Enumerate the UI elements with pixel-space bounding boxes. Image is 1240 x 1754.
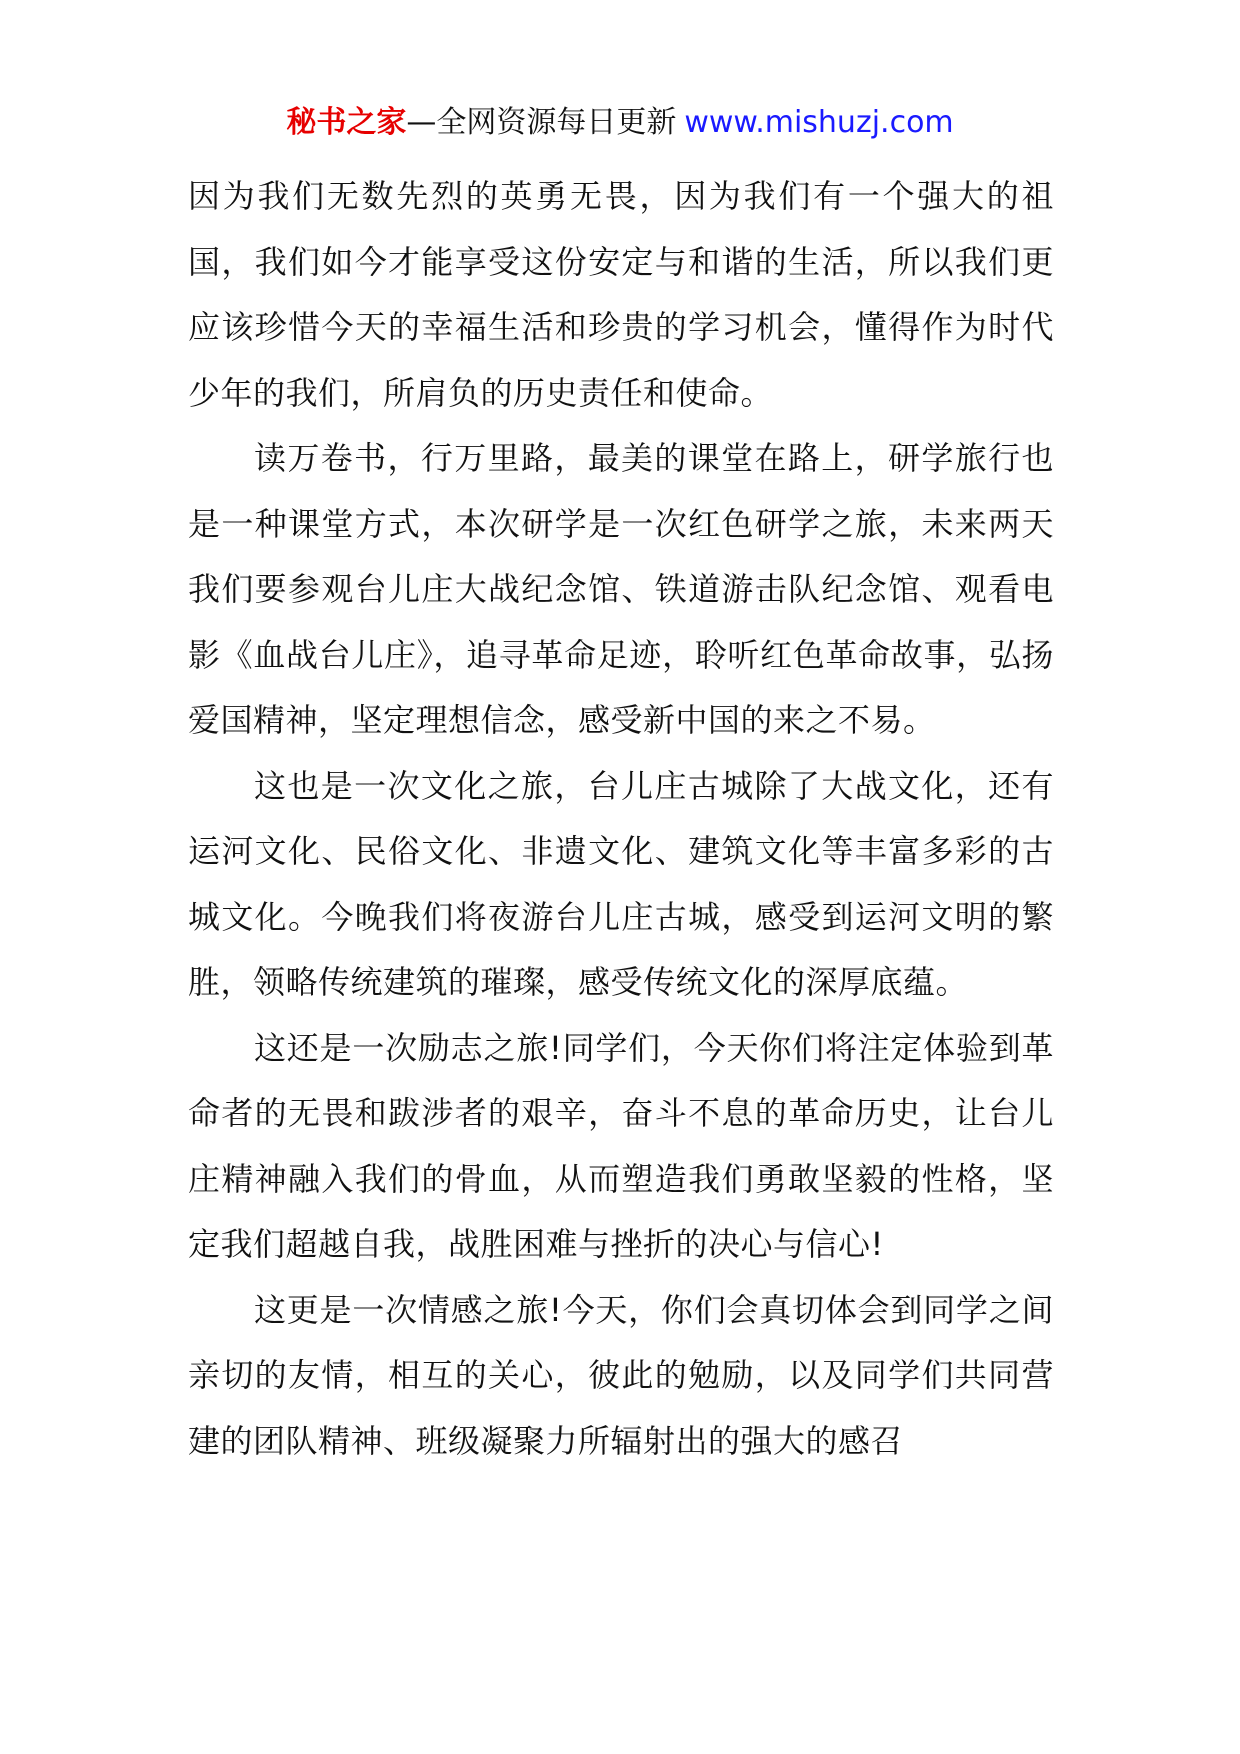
paragraph-3: 这也是一次文化之旅，台儿庄古城除了大战文化，还有运河文化、民俗文化、非遗文化、建筑文化等丰富多彩的古城文化。今晚我们将夜游台儿庄古城，感受到运河文明的繁胜，领略传统建筑的璀璨，感受传统文化的深厚底蕴。 [188,766,1054,1001]
website-link[interactable]: www.mishuzj.com [684,105,954,140]
page-header [0,103,1240,143]
paragraph-1: 因为我们无数先烈的英勇无畏，因为我们有一个强大的祖国，我们如今才能享受这份安定与和谐的生活，所以我们更应该珍惜今天的幸福生活和珍贵的学习机会，懂得作为时代少年的我们，所肩负的历史责任和使命。 [188,177,1054,412]
paragraph-5: 这更是一次情感之旅!今天，你们会真切体会到同学之间亲切的友情，相互的关心，彼此的勉励，以及同学们共同营建的团队精神、班级凝聚力所辐射出的强大的感召 [188,1290,1054,1460]
brand-name: 秘书之家 [286,105,407,140]
document-body [188,164,1054,1474]
paragraph-4: 这还是一次励志之旅!同学们，今天你们将注定体验到革命者的无畏和跋涉者的艰辛，奋斗不息的革命历史，让台儿庄精神融入我们的骨血，从而塑造我们勇敢坚毅的性格，坚定我们超越自我，战胜困难与挫折的决心与信心! [188,1028,1054,1263]
header-tagline: —全网资源每日更新 [406,105,677,140]
paragraph-2: 读万卷书，行万里路，最美的课堂在路上，研学旅行也是一种课堂方式，本次研学是一次红色研学之旅，未来两天我们要参观台儿庄大战纪念馆、铁道游击队纪念馆、观看电影《血战台儿庄》，追寻革命足迹，聆听红色革命故事，弘扬爱国精神，坚定理想信念，感受新中国的来之不易。 [188,439,1054,739]
